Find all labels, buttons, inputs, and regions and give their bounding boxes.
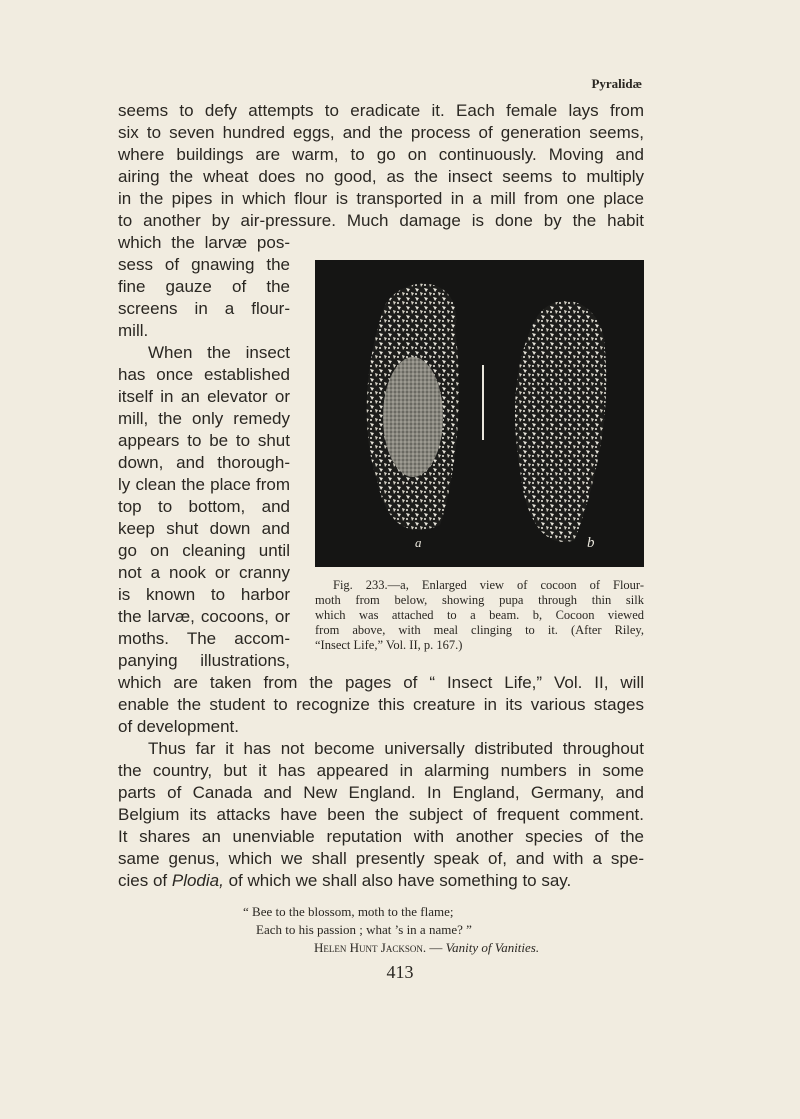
body-line: in the pipes in which flour is transported in a mill from one place	[118, 189, 644, 208]
body-line: mill.	[118, 321, 149, 340]
caption-line: which was attached to a beam. b, Cocoon viewed	[315, 608, 644, 622]
body-line: seems to defy attempts to eradicate it. Each female lays from	[118, 101, 644, 120]
body-line: When the insect	[148, 343, 290, 362]
body-line: enable the student to recognize this creature in its various stages	[118, 695, 644, 714]
body-line: Belgium its attacks have been the subject of frequent comment.	[118, 805, 644, 824]
body-line: Thus far it has not become universally distributed throughout	[148, 739, 644, 758]
body-line: not a nook or cranny	[118, 563, 290, 582]
page-number: 413	[386, 962, 414, 982]
body-line: sess of gnawing the	[118, 255, 290, 274]
body-line: the larvæ, cocoons, or	[118, 607, 290, 626]
body-line: parts of Canada and New England. In England, Germany, and	[118, 783, 644, 802]
body-line: six to seven hundred eggs, and the process of generation seems,	[118, 123, 644, 142]
body-line: to another by air-pressure. Much damage is done by the habit	[118, 211, 644, 230]
body-line: fine gauze of the	[118, 277, 290, 296]
body-line: which the larvæ pos-	[118, 233, 290, 252]
body-line: down, and thorough-	[118, 453, 290, 472]
quote-source: Vanity of Vanities.	[445, 940, 540, 955]
body-line: keep shut down and	[118, 519, 290, 538]
caption-line: moth from below, showing pupa through thin silk	[315, 593, 644, 607]
figure-label-b: b	[587, 535, 595, 551]
caption-line: from above, with meal clinging to it. (After Riley,	[315, 623, 644, 637]
final-line-start: cies of	[118, 871, 172, 890]
quote-line-2: Each to his passion ; what ’s in a name? ”	[256, 922, 472, 937]
genus-plodia: Plodia,	[171, 871, 224, 890]
body-line: has once established	[118, 365, 290, 384]
body-line: of development.	[118, 717, 239, 736]
cocoon-engraving	[315, 260, 644, 567]
running-head: Pyralidæ	[591, 76, 642, 91]
body-line: ly clean the place from	[118, 475, 290, 494]
caption-line: Fig. 233.—a, Enlarged view of cocoon of Flour-	[333, 578, 644, 592]
figure-label-a: a	[415, 535, 422, 550]
body-line-final	[118, 870, 644, 892]
body-line: mill, the only remedy	[118, 409, 290, 428]
body-line: same genus, which we shall presently speak of, and with a spe-	[118, 849, 644, 868]
body-line: moths. The accom-	[118, 629, 290, 648]
quote-line-1: “ Bee to the blossom, moth to the flame;	[243, 904, 454, 919]
final-line-end: of which we shall also have something to say.	[223, 871, 572, 890]
pupa-shape	[383, 357, 443, 477]
cocoon-figure	[315, 260, 644, 567]
body-line: itself in an elevator or	[118, 387, 290, 406]
body-line: screens in a flour-	[118, 299, 290, 318]
quote-attribution	[314, 940, 539, 956]
body-line: which are taken from the pages of “ Insect Life,” Vol. II, will	[118, 673, 644, 692]
body-line: It shares an unenviable reputation with another species of the	[118, 827, 644, 846]
figure-caption	[315, 578, 644, 653]
body-line: the country, but it has appeared in alarming numbers in some	[118, 761, 644, 780]
body-line: is known to harbor	[118, 585, 290, 604]
cocoon-b-outline	[515, 301, 606, 542]
body-line: appears to be to shut	[118, 431, 290, 450]
body-line: go on cleaning until	[118, 541, 290, 560]
body-line: panying illustrations,	[118, 651, 290, 670]
body-line: where buildings are warm, to go on continuously. Moving and	[118, 145, 644, 164]
caption-line: “Insect Life,” Vol. II, p. 167.)	[315, 638, 463, 652]
body-line: top to bottom, and	[118, 497, 290, 516]
quote-author: Helen Hunt Jackson. —	[314, 940, 443, 955]
body-line: airing the wheat does no good, as the insect seems to multiply	[118, 167, 644, 186]
